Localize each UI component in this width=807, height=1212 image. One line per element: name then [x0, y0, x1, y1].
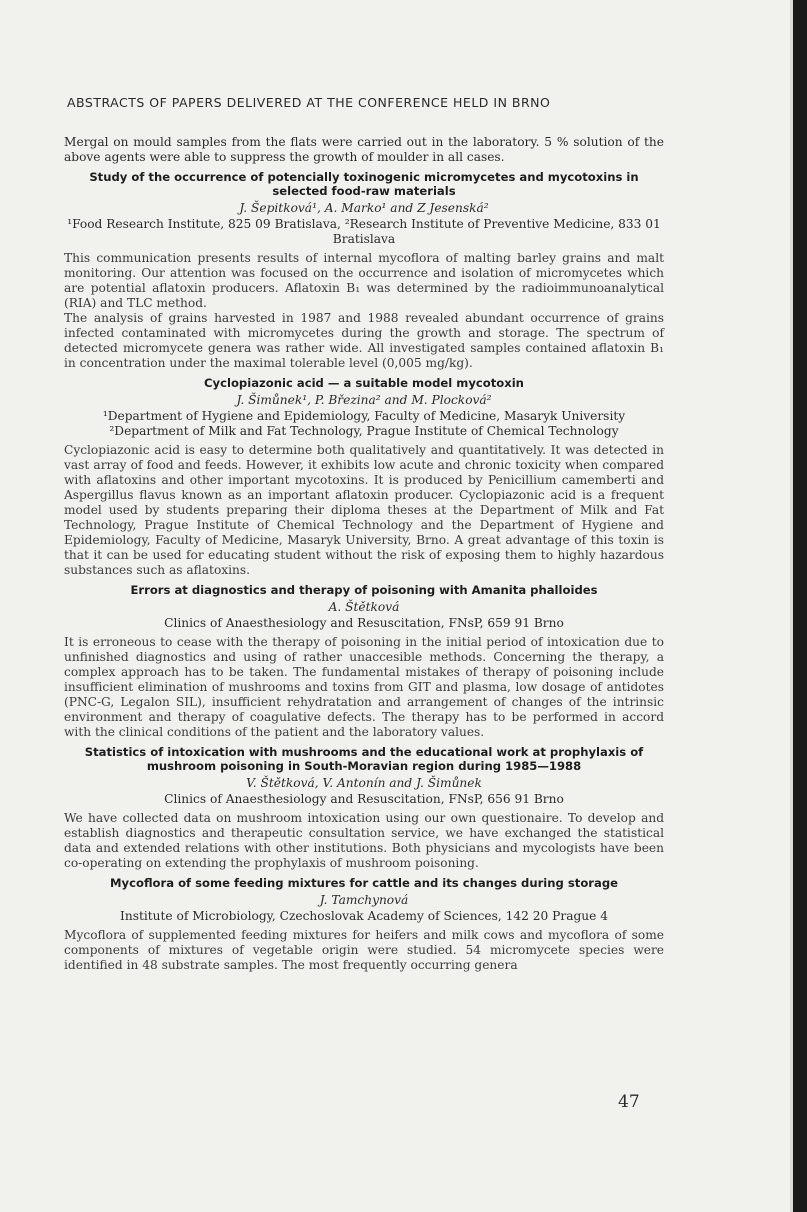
abstract-body: [64, 443, 664, 578]
abstract-title: Mycoflora of some feeding mixtures for cattle and its changes during storage: [110, 876, 618, 890]
abstract-body: [64, 635, 664, 740]
page-content: [64, 135, 664, 973]
abstract-authors: J. Šepitková¹, A. Marko¹ and Z Jesenská²: [239, 201, 489, 215]
abstract-title: Study of the occurrence of potencially toxinogenic micromycetes and mycotoxins in selected food-raw materials: [89, 170, 639, 198]
abstract-1: [64, 170, 664, 371]
abstract-paragraph: This communication presents results of internal mycoflora of malting barley grains and malt monitoring. Our attention was focused on the occurrence and isolation of micromycetes which are potential aflatoxin producers. Aflatoxin B₁ was determined by the radioimmunoanalytical (RIA) and TLC method.: [64, 251, 664, 310]
abstract-affiliation: Institute of Microbiology, Czechoslovak Academy of Sciences, 142 20 Prague 4: [120, 909, 608, 923]
abstract-2: [64, 376, 664, 578]
abstract-affiliation: ¹Food Research Institute, 825 09 Bratislava, ²Research Institute of Preventive Medicine, 833 01 Bratislava: [67, 217, 661, 246]
page-number: 47: [618, 1092, 640, 1112]
abstract-authors: V. Štětková, V. Antonín and J. Šimůnek: [246, 776, 482, 790]
abstract-authors: J. Tamchynová: [319, 893, 409, 907]
abstract-3: [64, 583, 664, 740]
abstract-paragraph: We have collected data on mushroom intoxication using our own questionaire. To develop and establish diagnostics and therapeutic consultation service, we have exchanged the statistical data and extended relations with other institutions. Both physicians and mycologists have been co-operating on extending the prophylaxis of mushroom poisoning.: [64, 811, 664, 870]
running-header: ABSTRACTS OF PAPERS DELIVERED AT THE CONFERENCE HELD IN BRNO: [67, 95, 551, 110]
intro-paragraph: Mergal on mould samples from the flats were carried out in the laboratory. 5 % solution of the above agents were able to suppress the growth of moulder in all cases.: [64, 135, 664, 164]
abstract-affiliation: Clinics of Anaesthesiology and Resuscitation, FNsP, 656 91 Brno: [164, 792, 564, 806]
abstract-affiliation: Clinics of Anaesthesiology and Resuscitation, FNsP, 659 91 Brno: [164, 616, 564, 630]
abstract-paragraph: It is erroneous to cease with the therapy of poisoning in the initial period of intoxication due to unfinished diagnostics and using of rather unaccesible methods. Concerning the therapy, a complex approach has to be taken. The fundamental mistakes of therapy of poisoning include insufficient elimination of mushrooms and toxins from GIT and plasma, low dosage of antidotes (PNC-G, Legalon SIL), insufficient rehydratation and arrangement of changes of the intrinsic environment and therapy of coagulative defects. The therapy has to be performed in accord with the clinical conditions of the patient and the laboratory values.: [64, 635, 664, 739]
abstract-affiliation: ¹Department of Hygiene and Epidemiology, Faculty of Medicine, Masaryk University ²Department of Milk and Fat Technology, Prague Institute of Chemical Technology: [102, 409, 626, 438]
abstract-body: [64, 251, 664, 371]
abstract-title: Errors at diagnostics and therapy of poisoning with Amanita phalloides: [130, 583, 598, 597]
abstract-authors: J. Šimůnek¹, P. Březina² and M. Plocková²: [236, 393, 492, 407]
abstract-title: Cyclopiazonic acid — a suitable model mycotoxin: [204, 376, 524, 390]
abstract-paragraph: The analysis of grains harvested in 1987 and 1988 revealed abundant occurrence of grains infected contaminated with micromycetes during the growth and storage. The spectrum of detected micromycete genera was rather wide. All investigated samples contained aflatoxin B₁ in concentration under the maximal tolerable level (0,005 mg/kg).: [64, 311, 664, 370]
abstract-body: [64, 811, 664, 871]
abstract-authors: A. Štětková: [328, 600, 400, 614]
abstract-5: [64, 876, 664, 973]
abstract-paragraph: Mycoflora of supplemented feeding mixtures for heifers and milk cows and mycoflora of some components of mixtures of vegetable origin were studied. 54 micromycete species were identified in 48 substrate samples. The most frequently occurring genera: [64, 928, 664, 972]
abstract-title: Statistics of intoxication with mushrooms and the educational work at prophylaxis of mushroom poisoning in South-Moravian region during 1985—1988: [84, 745, 644, 773]
abstract-4: [64, 745, 664, 871]
abstract-body: [64, 928, 664, 973]
abstract-paragraph: Cyclopiazonic acid is easy to determine both qualitatively and quantitatively. It was detected in vast array of food and feeds. However, it exhibits low acute and chronic toxicity when compared with aflatoxins and other important mycotoxins. It is produced by Penicillium camemberti and Aspergillus flavus known as an important aflatoxin producer. Cyclopiazonic acid is a frequent model used by students preparing their diploma theses at the Department of Milk and Fat Technology, Prague Institute of Chemical Technology and the Department of Hygiene and Epidemiology, Faculty of Medicine, Masaryk University, Brno. A great advantage of this toxin is that it can be used for educating student without the risk of exposing them to highly hazardous substances such as aflatoxins.: [64, 443, 664, 577]
